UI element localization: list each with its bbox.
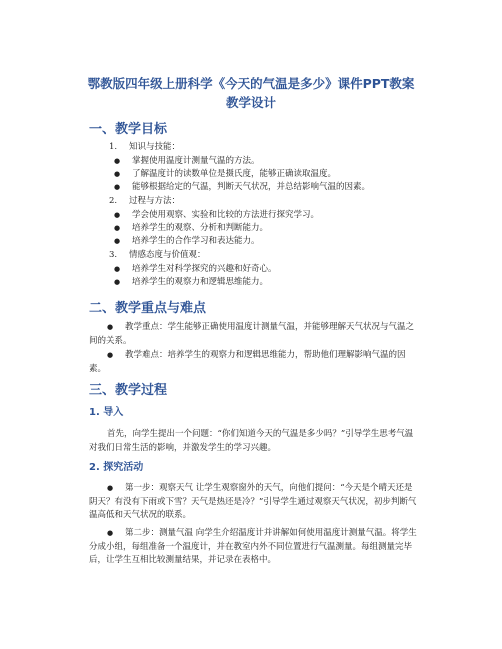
group-label: 情感态度与价值观：	[129, 250, 206, 260]
list-item: ● 了解温度计的读数单位是摄氏度，能够正确读取温度。	[114, 169, 337, 179]
list-item: ● 培养学生对科学探究的兴趣和好奇心。	[114, 264, 277, 274]
group-number: 1.	[109, 142, 118, 152]
subheading-intro: 1. 导入	[89, 407, 124, 418]
group-label: 知识与技能：	[129, 142, 181, 152]
bullet-icon: ●	[107, 484, 114, 492]
list-item: ● 培养学生的观察、分析和判断能力。	[114, 223, 269, 233]
bullet-icon: ●	[114, 224, 121, 232]
subheading-activity: 2. 探究活动	[89, 462, 144, 473]
bullet-icon: ●	[114, 237, 121, 245]
document-title-line1: 鄂教版四年级上册科学《今天的气温是多少》课件PPT教案	[87, 76, 415, 91]
key-point-paragraph: ● 教学重点：学生能够正确使用温度计测量气温，并能够理解天气状况与气温之间的关系。	[89, 322, 415, 346]
intro-paragraph: 首先，向学生提出一个问题：“你们知道今天的气温是多少吗？”引导学生思考气温对我们日常生活的影响，并激发学生的学习兴趣。	[89, 429, 414, 453]
activity-step-1: ● 第一步：观察天气 让学生观察窗外的天气，向他们提问：“今天是个晴天还是阴天？有没有下雨或下雪？天气是热还是冷？”引导学生通过观察天气状况，初步判断气温高低和天气状况的联系。	[89, 483, 417, 520]
list-item: ● 培养学生的合作学习和表达能力。	[114, 236, 260, 246]
list-item: ● 掌握使用温度计测量气温的方法。	[114, 156, 260, 166]
list-item: ● 学会使用观察、实验和比较的方法进行探究学习。	[114, 210, 320, 220]
bullet-icon: ●	[114, 183, 121, 191]
bullet-icon: ●	[114, 170, 121, 178]
bullet-icon: ●	[107, 323, 114, 331]
group-label: 过程与方法：	[129, 196, 181, 206]
bullet-icon: ●	[107, 351, 114, 359]
bullet-icon: ●	[114, 211, 121, 219]
bullet-icon: ●	[114, 157, 121, 165]
activity-step-2: ● 第二步：测量气温 向学生介绍温度计并讲解如何使用温度计测量气温。将学生分成小组，每组准备一个温度计，并在教室内外不同位置进行气温测量。每组测量完毕后，让学生互相比较测量结果，并记录在表格中。	[89, 528, 417, 565]
section-heading-key-points: 二、教学重点与难点	[89, 301, 207, 316]
list-item: ● 能够根据给定的气温，判断天气状况，并总结影响气温的因素。	[114, 182, 371, 192]
bullet-icon: ●	[107, 529, 114, 537]
list-item: ● 培养学生的观察力和逻辑思维能力。	[114, 277, 269, 287]
difficulty-paragraph: ● 教学难点：培养学生的观察力和逻辑思维能力，帮助他们理解影响气温的因素。	[89, 350, 406, 374]
objective-group-2	[109, 195, 180, 207]
section-heading-objectives: 一、教学目标	[89, 122, 168, 137]
bullet-icon: ●	[114, 278, 121, 286]
objective-group-3	[109, 249, 206, 261]
objective-group-1	[109, 141, 180, 153]
section-heading-process: 三、教学过程	[89, 383, 168, 398]
bullet-icon: ●	[114, 265, 121, 273]
group-number: 3.	[109, 250, 118, 260]
document-title-line2: 教学设计	[225, 95, 276, 110]
group-number: 2.	[109, 196, 118, 206]
